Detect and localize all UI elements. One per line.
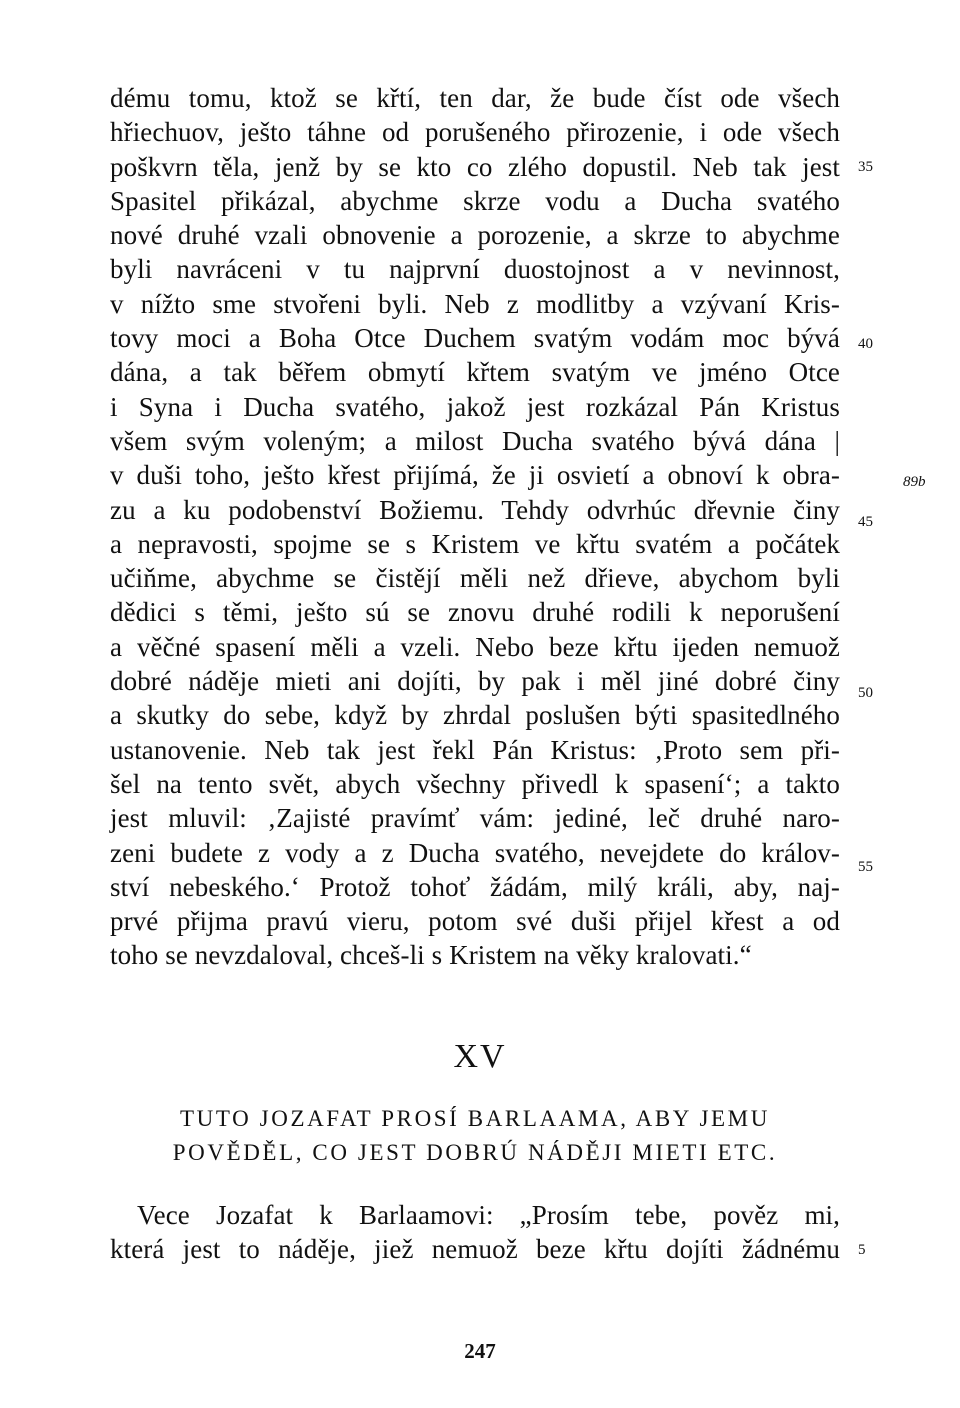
line-number-40: 40 bbox=[858, 336, 873, 352]
text-line: prvé přijma pravú vieru, potom své duši přijel křest a od bbox=[110, 906, 840, 937]
text-line: a nepravosti, spojme se s Kristem ve křtu svatém a počátek bbox=[110, 528, 840, 559]
text-line: a skutky do sebe, když by zhrdal poslušen býti spasitedlného bbox=[110, 700, 840, 731]
text-line: dědici s těmi, ješto sú se znovu druhé rodili k neporušení bbox=[110, 597, 840, 628]
text-line: dému tomu, ktož se křtí, ten dar, že bude číst ode všech bbox=[110, 83, 840, 113]
text-line: i Syna i Ducha svatého, jakož jest rozkázal Pán Kristus bbox=[110, 391, 840, 422]
line-number-55: 55 bbox=[858, 859, 873, 875]
chapter-title bbox=[110, 1102, 840, 1170]
folio-marker: 89b bbox=[903, 474, 926, 490]
text-line: šel na tento svět, abych všechny přivedl k spasení‘; a takto bbox=[110, 768, 840, 799]
page-number: 247 bbox=[464, 1339, 496, 1363]
text-line: nové druhé vzali obnovenie a porozenie, a skrze to abychme bbox=[110, 220, 840, 251]
text-line: ství nebeského.‘ Protož tohoť žádám, milý králi, aby, naj- bbox=[110, 871, 840, 902]
text-line: jest mluvil: ‚Zajisté pravímť vám: jediné, leč druhé naro- bbox=[110, 803, 840, 834]
text-line: která jest to náděje, jiež nemuož beze křtu dojíti žádnému bbox=[110, 1234, 840, 1265]
line-number-35: 35 bbox=[858, 159, 873, 175]
text-line: v nížto sme stvořeni byli. Neb z modlitby a vzývaní Kris- bbox=[110, 288, 840, 319]
text-line: Vece Jozafat k Barlaamovi: „Prosím tebe, pověz mi, bbox=[137, 1200, 840, 1230]
chapter-title-line: TUTO JOZAFAT PROSÍ BARLAAMA, ABY JEMU bbox=[180, 1106, 770, 1131]
text-line: Spasitel přikázal, abychme skrze vodu a Ducha svatého bbox=[110, 185, 840, 216]
line-number-45: 45 bbox=[858, 514, 873, 530]
chapter-text bbox=[110, 1198, 840, 1267]
text-line: toho se nevzdaloval, chceš-li s Kristem na věky kralovati.“ bbox=[110, 940, 752, 971]
text-line: byli navráceni v tu najprvní duostojnost a v nevinnost, bbox=[110, 254, 840, 285]
text-line: zu a ku podobenství Božiemu. Tehdy odvrhúc dřevnie činy bbox=[110, 494, 840, 525]
text-line: dobré náděje mieti ani dojíti, by pak i měl jiné dobré činy bbox=[110, 666, 840, 697]
text-line: v duši toho, ješto křest přijímá, že ji osvietí a obnoví k obra- bbox=[110, 460, 840, 491]
chapter-number: XV bbox=[453, 1038, 507, 1075]
line-number-50: 50 bbox=[858, 685, 873, 701]
text-line: všem svým voleným; a milost Ducha svatého bývá dána | bbox=[110, 425, 840, 456]
main-text bbox=[110, 81, 840, 973]
chapter-title-line: POVĚDĚL, CO JEST DOBRÚ NÁDĚJI MIETI ETC. bbox=[172, 1140, 778, 1165]
text-line: tovy moci a Boha Otce Duchem svatým vodám moc bývá bbox=[110, 323, 840, 354]
text-line: zeni budete z vody a z Ducha svatého, nevejdete do králov- bbox=[110, 837, 840, 868]
line-number-5: 5 bbox=[858, 1242, 866, 1258]
text-line: ustanovenie. Neb tak jest řekl Pán Kristus: ‚Proto sem při- bbox=[110, 734, 840, 765]
text-line: hřiechuov, ješto táhne od porušeného přirozenie, i ode všech bbox=[110, 117, 840, 148]
text-line: učiňme, abychme se čistějí měli než dřieve, abychom byli bbox=[110, 563, 840, 594]
text-line: dána, a tak běřem obmytí křtem svatým ve jméno Otce bbox=[110, 357, 840, 388]
text-line: a věčné spasení měli a vzeli. Nebo beze křtu ijeden nemuož bbox=[110, 631, 840, 662]
text-line: poškvrn těla, jenž by se kto co zlého dopustil. Neb tak jest bbox=[110, 151, 840, 182]
